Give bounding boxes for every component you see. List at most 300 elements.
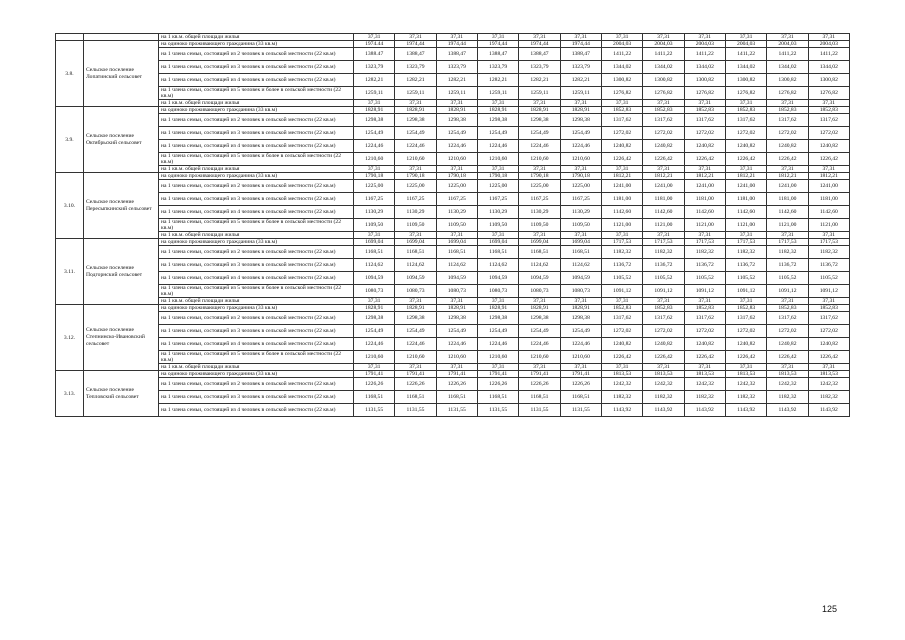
value-cell: 1259,11 <box>436 87 477 100</box>
value-cell: 37,31 <box>601 166 642 173</box>
row-description: на 1 члена семьи, состоящей из 5 человек и более в сельской местности (22 кв.м) <box>159 153 354 166</box>
value-cell: 1411,22 <box>643 48 684 61</box>
value-cell: 1974,44 <box>395 41 436 48</box>
section-number: 3.11. <box>56 239 84 305</box>
value-cell: 1091,12 <box>601 285 642 298</box>
value-cell: 1388,47 <box>395 48 436 61</box>
value-cell: 37,31 <box>519 232 560 239</box>
value-cell: 1168,51 <box>436 246 477 259</box>
value-cell: 1974,44 <box>477 41 518 48</box>
value-cell: 1813,53 <box>643 371 684 378</box>
value-cell: 1852,83 <box>601 107 642 114</box>
value-cell: 1167,25 <box>354 193 395 206</box>
value-cell: 1226,42 <box>808 153 849 166</box>
value-cell: 1812,21 <box>643 173 684 180</box>
value-cell: 37,31 <box>808 232 849 239</box>
value-cell: 1812,21 <box>767 173 808 180</box>
table-row <box>56 378 850 391</box>
value-cell: 37,31 <box>684 166 725 173</box>
value-cell: 1272,02 <box>601 127 642 140</box>
value-cell: 1344,02 <box>684 61 725 74</box>
value-cell: 1131,55 <box>477 404 518 417</box>
value-cell: 1828,91 <box>354 107 395 114</box>
value-cell: 37,31 <box>477 100 518 107</box>
table-row <box>56 272 850 285</box>
value-cell: 1224,46 <box>436 140 477 153</box>
value-cell: 1121,00 <box>767 219 808 232</box>
value-cell: 1168,51 <box>477 246 518 259</box>
value-cell: 1242,32 <box>643 378 684 391</box>
section-number: 3.8. <box>56 41 84 107</box>
value-cell: 1167,25 <box>395 193 436 206</box>
value-cell: 1282,21 <box>560 74 601 87</box>
value-cell: 1241,00 <box>767 180 808 193</box>
value-cell: 1298,38 <box>560 312 601 325</box>
value-cell: 1828,91 <box>519 107 560 114</box>
table-row <box>56 107 850 114</box>
row-description: на 1 члена семьи, состоящей из 2 человек в сельской местности (22 кв.м) <box>159 246 354 259</box>
value-cell: 1142,60 <box>684 206 725 219</box>
value-cell: 1210,60 <box>395 351 436 364</box>
value-cell: 1210,60 <box>560 351 601 364</box>
value-cell: 37,31 <box>767 232 808 239</box>
value-cell: 1298,38 <box>354 114 395 127</box>
value-cell: 1136,72 <box>725 259 766 272</box>
value-cell: 1974,44 <box>560 41 601 48</box>
value-cell: 1181,00 <box>601 193 642 206</box>
value-cell: 1791,41 <box>354 371 395 378</box>
value-cell: 1298,38 <box>519 312 560 325</box>
value-cell: 1131,55 <box>560 404 601 417</box>
table-row <box>56 166 850 173</box>
value-cell: 1282,21 <box>436 74 477 87</box>
value-cell: 37,31 <box>725 298 766 305</box>
value-cell: 1109,50 <box>436 219 477 232</box>
value-cell: 1317,62 <box>601 312 642 325</box>
value-cell: 1226,42 <box>684 153 725 166</box>
value-cell: 1224,46 <box>560 338 601 351</box>
value-cell: 1091,12 <box>643 285 684 298</box>
value-cell: 1210,60 <box>477 153 518 166</box>
value-cell: 1276,82 <box>601 87 642 100</box>
value-cell: 1181,00 <box>808 193 849 206</box>
value-cell: 1167,25 <box>477 193 518 206</box>
value-cell: 1276,82 <box>684 87 725 100</box>
value-cell: 1080,73 <box>354 285 395 298</box>
value-cell: 37,31 <box>560 298 601 305</box>
table-row <box>56 100 850 107</box>
value-cell: 1240,82 <box>725 338 766 351</box>
value-cell: 1124,62 <box>477 259 518 272</box>
value-cell: 1168,51 <box>560 246 601 259</box>
value-cell: 1852,83 <box>643 305 684 312</box>
value-cell: 1224,46 <box>395 338 436 351</box>
value-cell: 1812,21 <box>684 173 725 180</box>
value-cell: 1181,00 <box>684 193 725 206</box>
table-row <box>56 153 850 166</box>
value-cell: 1080,73 <box>395 285 436 298</box>
value-cell: 1300,82 <box>643 74 684 87</box>
value-cell: 1240,82 <box>601 140 642 153</box>
value-cell: 1226,42 <box>601 351 642 364</box>
value-cell: 1167,25 <box>436 193 477 206</box>
value-cell: 1828,91 <box>560 305 601 312</box>
table-row <box>56 114 850 127</box>
value-cell: 1388,47 <box>477 48 518 61</box>
value-cell: 1298,38 <box>436 114 477 127</box>
value-cell: 37,31 <box>684 298 725 305</box>
value-cell: 1828,91 <box>395 107 436 114</box>
value-cell: 1300,82 <box>601 74 642 87</box>
value-cell: 1282,21 <box>477 74 518 87</box>
table-row <box>56 364 850 371</box>
value-cell: 1224,46 <box>354 140 395 153</box>
value-cell: 37,31 <box>477 232 518 239</box>
value-cell: 2004,03 <box>767 41 808 48</box>
value-cell: 1136,72 <box>601 259 642 272</box>
row-description: на 1 кв.м. общей площади жилья <box>159 34 354 41</box>
row-description: на 1 члена семьи, состоящей из 2 человек в сельской местности (22 кв.м) <box>159 48 354 61</box>
value-cell: 1323,79 <box>395 61 436 74</box>
settlement-name-cell <box>84 34 159 41</box>
value-cell: 1852,83 <box>808 107 849 114</box>
value-cell: 37,31 <box>601 100 642 107</box>
table-row <box>56 338 850 351</box>
value-cell: 1276,82 <box>725 87 766 100</box>
settlement-name: Сельское поселение Тепловский сельсовет <box>84 371 159 417</box>
value-cell: 1143,92 <box>643 404 684 417</box>
value-cell: 37,31 <box>601 232 642 239</box>
row-description: на 1 члена семьи, состоящей из 4 человек в сельской местности (22 кв.м) <box>159 338 354 351</box>
value-cell: 1828,91 <box>477 107 518 114</box>
value-cell: 1142,60 <box>767 206 808 219</box>
table-row <box>56 34 850 41</box>
value-cell: 1091,12 <box>684 285 725 298</box>
table-row <box>56 391 850 404</box>
value-cell: 1790,18 <box>560 173 601 180</box>
value-cell: 1224,46 <box>560 140 601 153</box>
table-row <box>56 173 850 180</box>
value-cell: 1181,00 <box>643 193 684 206</box>
value-cell: 37,31 <box>560 166 601 173</box>
value-cell: 1317,62 <box>725 312 766 325</box>
value-cell: 1813,53 <box>601 371 642 378</box>
value-cell: 1813,53 <box>725 371 766 378</box>
value-cell: 37,31 <box>354 166 395 173</box>
table-row <box>56 127 850 140</box>
value-cell: 37,31 <box>395 364 436 371</box>
value-cell: 1167,25 <box>560 193 601 206</box>
value-cell: 1182,32 <box>767 391 808 404</box>
value-cell: 1224,46 <box>519 140 560 153</box>
row-description: на 1 кв.м. общей площади жилья <box>159 298 354 305</box>
value-cell: 1182,32 <box>725 391 766 404</box>
value-cell: 1828,91 <box>354 305 395 312</box>
value-cell: 1240,82 <box>643 140 684 153</box>
row-description: на 1 члена семьи, состоящей из 2 человек в сельской местности (22 кв.м) <box>159 378 354 391</box>
value-cell: 1272,02 <box>643 127 684 140</box>
value-cell: 37,31 <box>767 298 808 305</box>
value-cell: 37,31 <box>477 298 518 305</box>
value-cell: 1272,02 <box>767 127 808 140</box>
value-cell: 37,31 <box>436 364 477 371</box>
value-cell: 37,31 <box>808 34 849 41</box>
value-cell: 1091,12 <box>725 285 766 298</box>
value-cell: 2004,03 <box>808 41 849 48</box>
value-cell: 1240,82 <box>643 338 684 351</box>
value-cell: 1131,55 <box>519 404 560 417</box>
table-row <box>56 41 850 48</box>
value-cell: 1240,82 <box>808 338 849 351</box>
value-cell: 37,31 <box>477 34 518 41</box>
value-cell: 1182,32 <box>684 391 725 404</box>
value-cell: 1254,49 <box>395 127 436 140</box>
value-cell: 1259,11 <box>477 87 518 100</box>
value-cell: 1168,51 <box>395 246 436 259</box>
row-description: на 1 члена семьи, состоящей из 3 человек в сельской местности (22 кв.м) <box>159 259 354 272</box>
value-cell: 1259,11 <box>395 87 436 100</box>
value-cell: 1124,62 <box>519 259 560 272</box>
value-cell: 1790,18 <box>519 173 560 180</box>
value-cell: 1272,02 <box>725 127 766 140</box>
value-cell: 1131,55 <box>436 404 477 417</box>
value-cell: 1136,72 <box>684 259 725 272</box>
settlement-name: Сельское поселение Октябрьский сельсовет <box>84 107 159 173</box>
value-cell: 1852,83 <box>643 107 684 114</box>
page-number: 125 <box>822 604 838 614</box>
row-description: на 1 члена семьи, состоящей из 4 человек в сельской местности (22 кв.м) <box>159 206 354 219</box>
value-cell: 1298,38 <box>560 114 601 127</box>
value-cell: 1130,29 <box>519 206 560 219</box>
value-cell: 1210,60 <box>354 351 395 364</box>
row-description: на 1 члена семьи, состоящей из 4 человек в сельской местности (22 кв.м) <box>159 404 354 417</box>
value-cell: 1388,47 <box>519 48 560 61</box>
value-cell: 1344,02 <box>643 61 684 74</box>
value-cell: 1317,62 <box>808 312 849 325</box>
value-cell: 1121,00 <box>643 219 684 232</box>
value-cell: 1254,49 <box>477 127 518 140</box>
value-cell: 37,31 <box>560 232 601 239</box>
value-cell: 1242,32 <box>808 378 849 391</box>
value-cell: 1813,53 <box>767 371 808 378</box>
row-description: на 1 члена семьи, состоящей из 3 человек в сельской местности (22 кв.м) <box>159 193 354 206</box>
value-cell: 1143,92 <box>767 404 808 417</box>
value-cell: 1109,50 <box>560 219 601 232</box>
value-cell: 1094,59 <box>354 272 395 285</box>
value-cell: 1790,18 <box>436 173 477 180</box>
value-cell: 37,31 <box>560 34 601 41</box>
value-cell: 1254,49 <box>436 325 477 338</box>
value-cell: 1181,00 <box>725 193 766 206</box>
value-cell: 1242,32 <box>684 378 725 391</box>
value-cell: 1226,42 <box>643 351 684 364</box>
value-cell: 1699,04 <box>519 239 560 246</box>
value-cell: 1791,41 <box>477 371 518 378</box>
value-cell: 1225,00 <box>477 180 518 193</box>
value-cell: 1210,60 <box>395 153 436 166</box>
value-cell: 1241,00 <box>725 180 766 193</box>
value-cell: 1226,42 <box>725 351 766 364</box>
value-cell: 1717,53 <box>643 239 684 246</box>
value-cell: 1317,62 <box>684 114 725 127</box>
value-cell: 1226,26 <box>436 378 477 391</box>
value-cell: 1226,42 <box>684 351 725 364</box>
table-row <box>56 312 850 325</box>
value-cell: 1254,49 <box>519 325 560 338</box>
value-cell: 1411,22 <box>767 48 808 61</box>
value-cell: 37,31 <box>436 232 477 239</box>
value-cell: 1323,79 <box>560 61 601 74</box>
value-cell: 1210,60 <box>477 351 518 364</box>
row-description: на 1 члена семьи, состоящей из 3 человек в сельской местности (22 кв.м) <box>159 127 354 140</box>
value-cell: 37,31 <box>560 364 601 371</box>
value-cell: 1224,46 <box>436 338 477 351</box>
row-description: на 1 члена семьи, состоящей из 3 человек в сельской местности (22 кв.м) <box>159 391 354 404</box>
row-description: на 1 члена семьи, состоящей из 4 человек в сельской местности (22 кв.м) <box>159 272 354 285</box>
value-cell: 1317,62 <box>643 312 684 325</box>
value-cell: 2004,03 <box>643 41 684 48</box>
value-cell: 1105,52 <box>808 272 849 285</box>
table-row <box>56 259 850 272</box>
value-cell: 37,31 <box>725 166 766 173</box>
value-cell: 37,31 <box>725 100 766 107</box>
value-cell: 1852,83 <box>767 107 808 114</box>
value-cell: 37,31 <box>395 232 436 239</box>
value-cell: 1143,92 <box>808 404 849 417</box>
value-cell: 1224,46 <box>519 338 560 351</box>
value-cell: 1298,38 <box>477 312 518 325</box>
value-cell: 1828,91 <box>477 305 518 312</box>
value-cell: 2004,03 <box>725 41 766 48</box>
value-cell: 37,31 <box>643 298 684 305</box>
table-row <box>56 298 850 305</box>
value-cell: 1136,72 <box>643 259 684 272</box>
value-cell: 37,31 <box>767 166 808 173</box>
row-description: на 1 члена семьи, состоящей из 5 человек и более в сельской местности (22 кв.м) <box>159 87 354 100</box>
value-cell: 1094,59 <box>560 272 601 285</box>
value-cell: 1276,82 <box>643 87 684 100</box>
value-cell: 37,31 <box>643 166 684 173</box>
value-cell: 1225,00 <box>354 180 395 193</box>
value-cell: 1091,12 <box>808 285 849 298</box>
value-cell: 1168,51 <box>395 391 436 404</box>
value-cell: 1130,29 <box>560 206 601 219</box>
value-cell: 1791,41 <box>519 371 560 378</box>
table-row <box>56 140 850 153</box>
value-cell: 1272,02 <box>601 325 642 338</box>
value-cell: 1717,53 <box>808 239 849 246</box>
value-cell: 37,31 <box>643 364 684 371</box>
value-cell: 37,31 <box>643 232 684 239</box>
value-cell: 1105,52 <box>767 272 808 285</box>
value-cell: 1272,02 <box>767 325 808 338</box>
value-cell: 2004,03 <box>684 41 725 48</box>
value-cell: 37,31 <box>601 34 642 41</box>
value-cell: 1241,00 <box>643 180 684 193</box>
value-cell: 1182,32 <box>725 246 766 259</box>
value-cell: 1168,51 <box>519 246 560 259</box>
value-cell: 1344,02 <box>808 61 849 74</box>
value-cell: 1226,42 <box>643 153 684 166</box>
value-cell: 1272,02 <box>643 325 684 338</box>
value-cell: 1109,50 <box>354 219 395 232</box>
value-cell: 1210,60 <box>436 351 477 364</box>
value-cell: 1852,83 <box>808 305 849 312</box>
value-cell: 1210,60 <box>519 351 560 364</box>
row-description: на 1 члена семьи, состоящей из 3 человек в сельской местности (22 кв.м) <box>159 61 354 74</box>
row-description: на 1 члена семьи, состоящей из 4 человек в сельской местности (22 кв.м) <box>159 140 354 153</box>
value-cell: 1121,00 <box>601 219 642 232</box>
value-cell: 1182,32 <box>808 391 849 404</box>
value-cell: 1242,32 <box>767 378 808 391</box>
table-row <box>56 351 850 364</box>
value-cell: 1225,00 <box>436 180 477 193</box>
value-cell: 37,31 <box>477 166 518 173</box>
value-cell: 1790,18 <box>354 173 395 180</box>
table-row <box>56 219 850 232</box>
table-row <box>56 305 850 312</box>
value-cell: 1225,00 <box>519 180 560 193</box>
value-cell: 1254,49 <box>354 127 395 140</box>
value-cell: 1344,02 <box>767 61 808 74</box>
value-cell: 37,31 <box>725 364 766 371</box>
value-cell: 1240,82 <box>767 338 808 351</box>
value-cell: 1298,38 <box>395 312 436 325</box>
value-cell: 1317,62 <box>643 114 684 127</box>
value-cell: 1226,26 <box>395 378 436 391</box>
value-cell: 1094,59 <box>436 272 477 285</box>
value-cell: 1109,50 <box>395 219 436 232</box>
value-cell: 37,31 <box>808 298 849 305</box>
value-cell: 1210,60 <box>354 153 395 166</box>
value-cell: 1142,60 <box>601 206 642 219</box>
value-cell: 1226,42 <box>725 153 766 166</box>
value-cell: 1094,59 <box>395 272 436 285</box>
value-cell: 37,31 <box>808 100 849 107</box>
row-description: на 1 кв.м. общей площади жилья <box>159 166 354 173</box>
value-cell: 1241,00 <box>684 180 725 193</box>
value-cell: 1717,53 <box>767 239 808 246</box>
value-cell: 1240,82 <box>684 338 725 351</box>
row-description: на одиноко проживающего гражданина (33 кв.м) <box>159 239 354 246</box>
value-cell: 1240,82 <box>808 140 849 153</box>
value-cell: 37,31 <box>436 100 477 107</box>
value-cell: 1094,59 <box>519 272 560 285</box>
value-cell: 1142,60 <box>725 206 766 219</box>
value-cell: 37,31 <box>560 100 601 107</box>
value-cell: 1717,53 <box>601 239 642 246</box>
value-cell: 1317,62 <box>601 114 642 127</box>
value-cell: 1791,41 <box>436 371 477 378</box>
table-row <box>56 239 850 246</box>
row-description: на одиноко проживающего гражданина (33 кв.м) <box>159 305 354 312</box>
value-cell: 1241,00 <box>808 180 849 193</box>
table-row <box>56 206 850 219</box>
table-row <box>56 325 850 338</box>
value-cell: 37,31 <box>767 100 808 107</box>
value-cell: 1852,83 <box>725 107 766 114</box>
value-cell: 1254,49 <box>477 325 518 338</box>
value-cell: 1852,83 <box>601 305 642 312</box>
value-cell: 1240,82 <box>767 140 808 153</box>
value-cell: 1254,49 <box>519 127 560 140</box>
table-row <box>56 61 850 74</box>
value-cell: 1323,79 <box>354 61 395 74</box>
value-cell: 1210,60 <box>560 153 601 166</box>
value-cell: 1124,62 <box>354 259 395 272</box>
row-description: на 1 члена семьи, состоящей из 4 человек в сельской местности (22 кв.м) <box>159 74 354 87</box>
value-cell: 1272,02 <box>725 325 766 338</box>
